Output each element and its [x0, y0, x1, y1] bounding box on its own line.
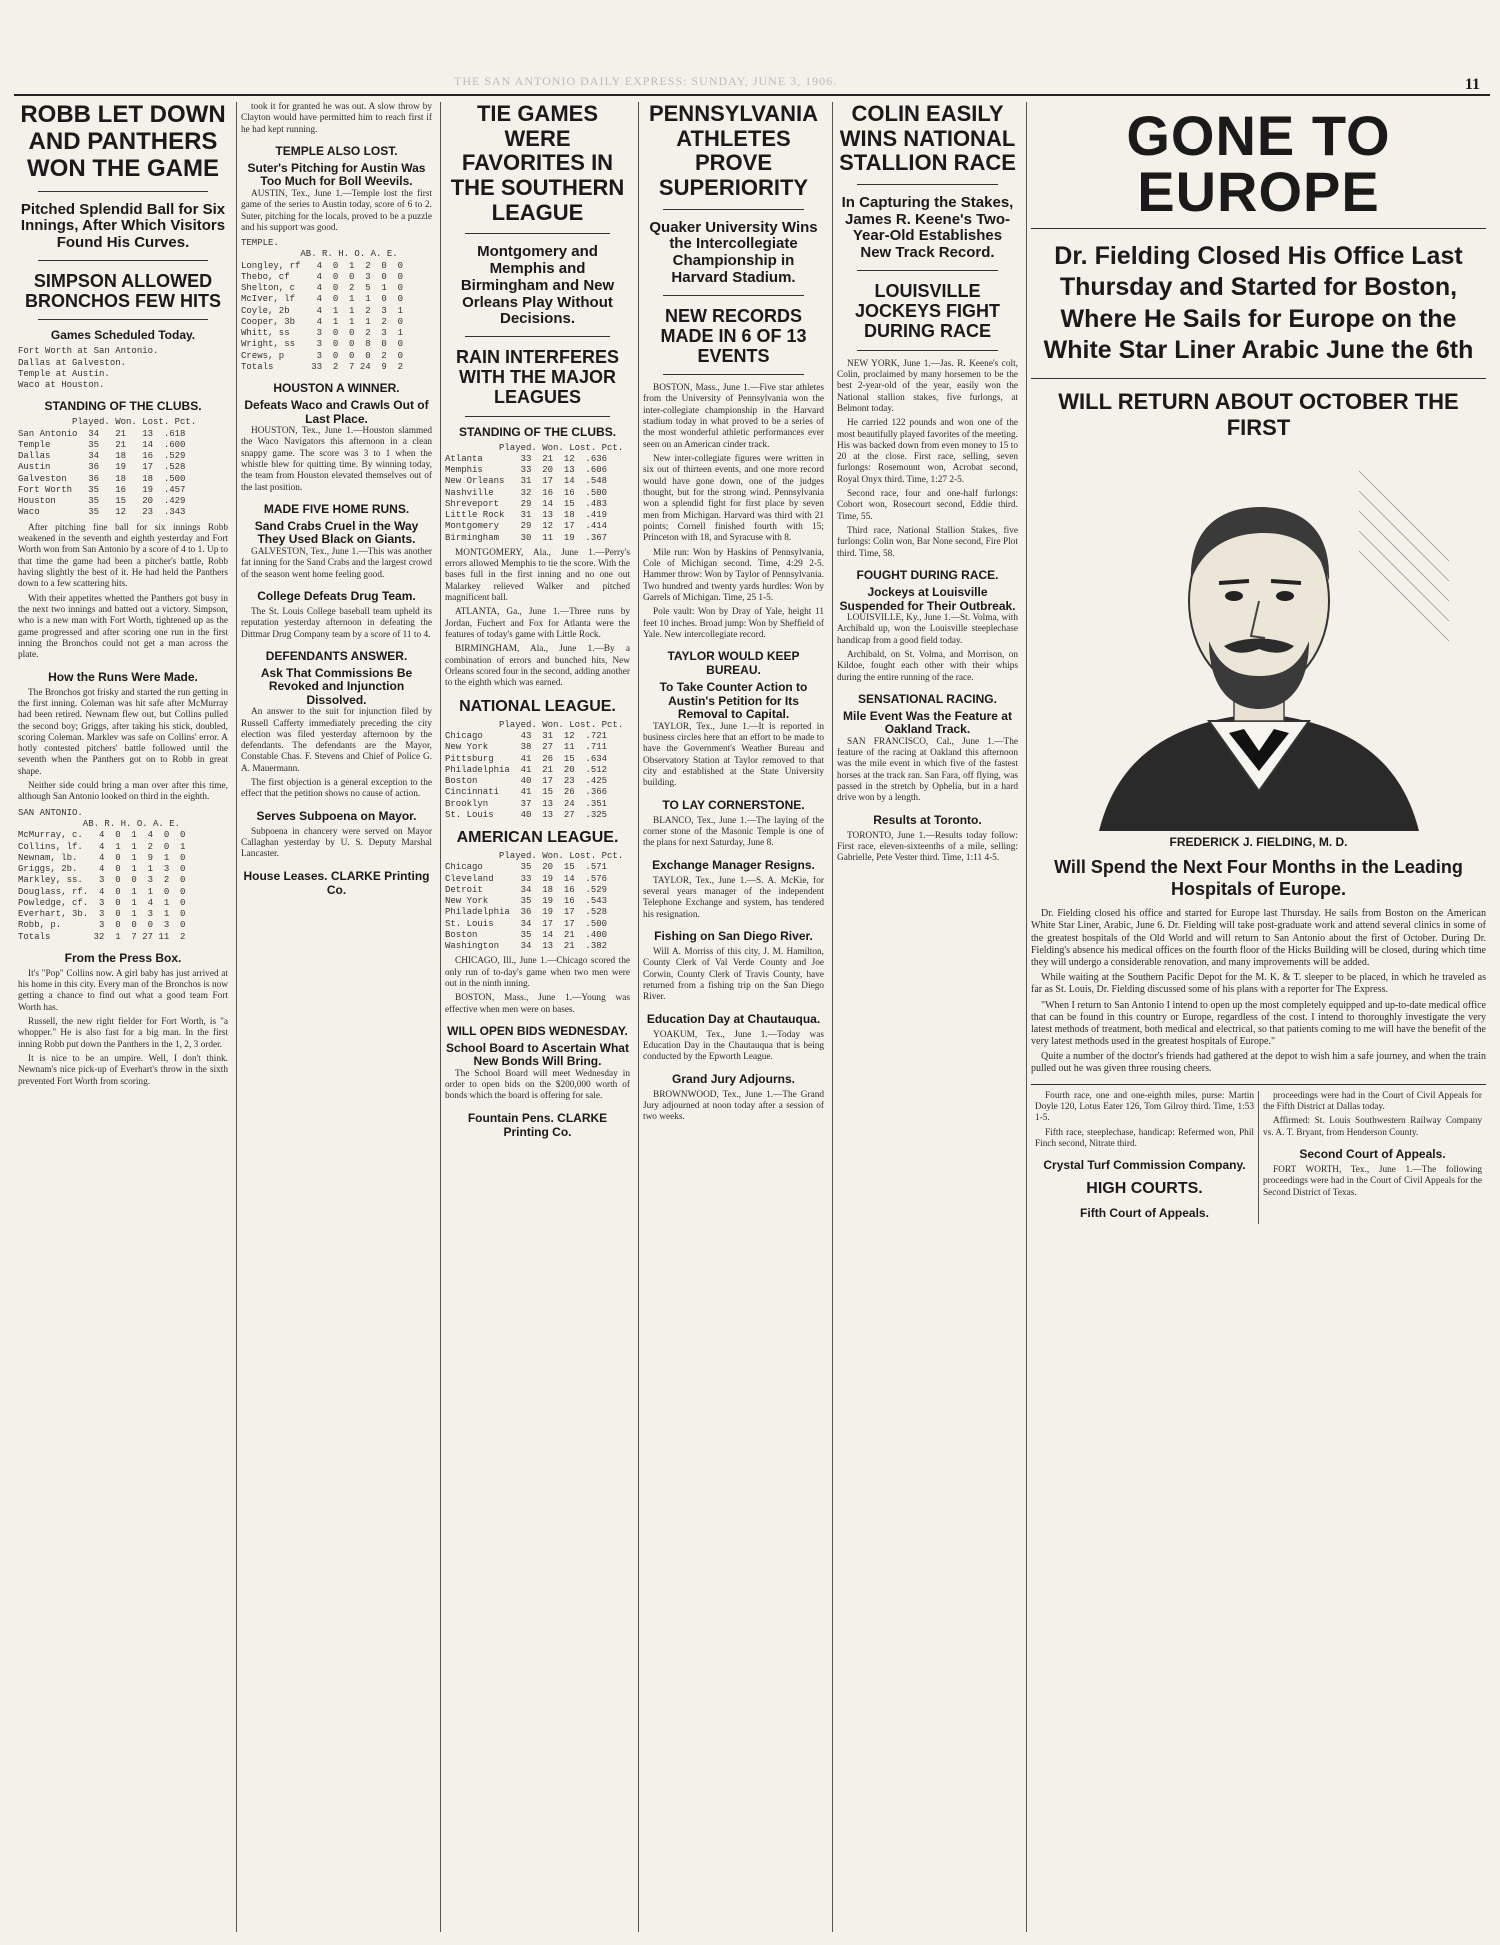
standings-table: Played. Won. Lost. Pct. San Antonio 34 21 13 .618 Temple 35 21 14 .600 Dallas 34 18 16 .529 Austin 36 19 17 .528 Galveston 36 18 18 .500 Fort Worth 35 16 19 .457 Houston 35 15 20 .429 Waco 35 12 23 .343	[18, 417, 197, 518]
faint-page-header: THE SAN ANTONIO DAILY EXPRESS: SUNDAY, JUNE 3, 1906.	[454, 74, 838, 88]
paragraph: With their appetites whetted the Panthers got busy in the next two innings and batted out a victory. Simpson, who is a new man with Fort Worth, tightened up as the game progressed and after scoring one run in the first inning the Bronchos could not get a man across the plate.	[18, 593, 228, 661]
element	[1031, 1091, 1258, 1225]
deck-houston: Defeats Waco and Crawls Out of Last Place.	[244, 398, 429, 426]
paragraph: YOAKUM, Tex., June 1.—Today was Education Day in the Chautauqua that is being conducted by the Epworth League.	[643, 1029, 824, 1063]
box: Played. Won. Lost. Pct. Chicago 35 20 15 .571 Cleveland 33 19 14 .576 Detroit 34 18 16 .529 New York 35 19 16 .543 Philadelphia 36 19 17 .528 St. Louis 34 17 17 .500 Boston 35 14 21 .400 Washington 34 13 21 .382	[445, 851, 624, 952]
subhead-high-courts: HIGH COURTS.	[1086, 1180, 1203, 1198]
headline-tie-games: TIE GAMES WERE FAVORITES IN THE SOUTHERN LEAGUE	[450, 102, 625, 225]
subhead-fishing: Fishing on San Diego River.	[654, 928, 813, 943]
split	[1031, 1084, 1486, 1225]
deck-home-runs: Sand Crabs Cruel in the Way They Used Black on Giants.	[254, 519, 419, 547]
newspaper-page	[14, 12, 1490, 1937]
column-texas-league-2	[236, 102, 436, 1932]
subhead-toronto: Results at Toronto.	[873, 812, 982, 827]
paragraph: FORT WORTH, Tex., June 1.—The following proceedings were had in the Court of Civil Appeals for the Second District of Texas.	[1263, 1164, 1482, 1198]
deck-robb: Pitched Splendid Ball for Six Innings, After Which Visitors Found His Curves.	[20, 200, 226, 252]
article-body	[241, 827, 432, 861]
paragraph: The first objection is a general exception to the effect that the petition shows no cause of action.	[241, 778, 432, 800]
paragraph: took it for granted he was out. A slow throw by Clayton would have permitted him to reach first if he had kept running.	[241, 102, 432, 135]
subhead-jury: Grand Jury Adjourns.	[672, 1071, 795, 1086]
paragraph: Neither side could bring a man over after this time, although San Antonio looked on third in the eighth.	[18, 781, 228, 803]
article-body	[643, 876, 824, 921]
deck-pennsylvania: Quaker University Wins the Intercollegiate Championship in Harvard Stadium.	[649, 218, 818, 286]
paragraph: The St. Louis College baseball team upheld its reputation yesterday afternoon in defeating the Dittmar Drug Company team by a score of 11 to 4.	[241, 606, 432, 640]
headline-pennsylvania: PENNSYLVANIA ATHLETES PROVE SUPERIORITY	[648, 102, 819, 200]
paragraph: Pole vault: Won by Dray of Yale, height 11 feet 10 inches. Broad jump: Won by Sheffield of Yale. New intercollegiate record.	[643, 607, 824, 641]
paragraph: Subpoena in chancery were served on Mayor Callaghan yesterday by U. S. Deputy Marshal Lancaster.	[241, 826, 432, 860]
deck-temple: Suter's Pitching for Austin Was Too Much for Boll Weevils.	[247, 160, 426, 189]
paragraph: GALVESTON, Tex., June 1.—This was another fat inning for the Sand Crabs and the largest crowd of the season went home feeling good.	[241, 546, 432, 580]
subhead-home-runs: MADE FIVE HOME RUNS.	[263, 502, 410, 517]
paragraph: The School Board will meet Wednesday in order to open bids on the $200,000 worth of bonds which the board is offering for sale.	[445, 1068, 630, 1102]
divider	[465, 336, 610, 337]
article-body	[1031, 908, 1486, 1075]
headline-colin: COLIN EASILY WINS NATIONAL STALLION RACE	[839, 102, 1016, 176]
article-body	[837, 737, 1018, 805]
deck-bids: School Board to Ascertain What New Bonds Will Bring.	[446, 1040, 629, 1069]
article-body	[241, 426, 432, 494]
footer-ad: House Leases. CLARKE Printing Co.	[243, 868, 430, 897]
paragraph: While waiting at the Southern Pacific Depot for the M. K. & T. sleeper to be placed, in which he traveled as far as St. Louis, Dr. Fielding discussed some of his plans with a reporter for The Express.	[1031, 972, 1486, 996]
subhead-crystal-turf: Crystal Turf Commission Company.	[1043, 1158, 1246, 1173]
paragraph: The Bronchos got frisky and started the run getting in the first inning. Coleman was hit safe after McMurray had been retired. Newnam flew out, but Collins pulled the second boy; Griggs, after taking his stick, doubled, scoring Coleman. Marklev was safe on Collins' error. A hotly contested pitchers' battle followed until the seventh when the Panthers got on to Robb in great shape.	[18, 687, 228, 777]
paragraph: CHICAGO, Ill., June 1.—Chicago scored the only run of to-day's game when two men were out in the ninth inning.	[445, 956, 630, 989]
divider	[857, 350, 998, 351]
divider	[663, 374, 804, 375]
article-body	[643, 722, 824, 790]
headline-robb: ROBB LET DOWN AND PANTHERS WON THE GAME	[20, 102, 226, 182]
article-body	[837, 359, 1018, 561]
subhead-subpoena: Serves Subpoena on Mayor.	[256, 808, 417, 823]
paragraph: Fifth race, steeplechase, handicap: Refermed won, Phil Finch second, Nitrate third.	[1035, 1127, 1254, 1149]
article-body	[643, 383, 824, 641]
page-number: 11	[1464, 76, 1480, 93]
divider	[857, 184, 998, 185]
paragraph: Second race, four and one-half furlongs: Cobort won, Rosecourt second, Eddie third. Time, 55.	[837, 489, 1018, 522]
article-body	[837, 831, 1018, 865]
paragraph: NEW YORK, June 1.—Jas. R. Keene's colt, Colin, proclaimed by many horsemen to be the best 2-year-old of the year, easily won the National stallion stakes, five furlongs, at Belmont today.	[837, 358, 1018, 414]
deck-defendants: Ask That Commissions Be Revoked and Injunction Dissolved.	[260, 665, 413, 707]
divider	[465, 416, 610, 417]
divider	[38, 319, 208, 320]
divider	[1031, 378, 1486, 379]
paragraph: An answer to the suit for injunction filed by Russell Cafferty immediately preceding the city election was filed yesterday afternoon by the defendants. The defendants are the Mayor, Constable Chas. F. Stevens and Chief of Police G. A. Mauermann.	[241, 707, 432, 774]
deck-tie-games: Montgomery and Memphis and Birmingham and New Orleans Play Without Decisions.	[460, 243, 615, 328]
paragraph: BLANCO, Tex., June 1.—The laying of the corner stone of the Masonic Temple is one of the plans for next Saturday, June 8.	[643, 815, 824, 849]
subhead-national: NATIONAL LEAGUE.	[459, 697, 616, 715]
paragraph: AUSTIN, Tex., June 1.—Temple lost the first game of the series to Austin today, score of 6 to 2. Suter, pitching for the locals, proved to be a puzzle and his support was good.	[241, 188, 432, 233]
article-body	[18, 523, 228, 662]
paragraph: LOUISVILLE, Ky., June 1.—St. Volma, with Archibald up, won the Louisville steeplechase handicap from a good field today.	[837, 612, 1018, 646]
standings-table: Played. Won. Lost. Pct. Atlanta 33 21 12 .636 Memphis 33 20 13 .606 New Orleans 31 17 14 .548 Nashville 32 16 16 .500 Shreveport 29 14 15 .483 Little Rock 31 13 18 .419 Montgomery 29 12 17 .414 Birmingham 30 11 19 .367	[445, 442, 624, 543]
article-body	[445, 548, 630, 690]
subhead-defendants: DEFENDANTS ANSWER.	[265, 648, 408, 663]
paragraph: ATLANTA, Ga., June 1.—Three runs by Jordan, Fuchert and Fox for Atlanta were the features of today's game with Little Rock.	[445, 607, 630, 641]
column-southern-league	[440, 102, 634, 1932]
deck-fought: Jockeys at Louisville Suspended for Their Outbreak.	[839, 585, 1016, 613]
article-body	[643, 1090, 824, 1124]
subhead-runs: How the Runs Were Made.	[48, 669, 198, 684]
deck-hospitals: Will Spend the Next Four Months in the Leading Hospitals of Europe.	[1054, 857, 1463, 899]
paragraph: Fourth race, one and one-eighth miles, purse: Martin Doyle 120, Lotus Eater 126, Tom Gilroy third. Time, 1:53 1-5.	[1035, 1090, 1254, 1124]
box-score: TEMPLE. AB. R. H. O. A. E. Longley, rf 4 0 1 2 0 0 Thebo, cf 4 0 0 3 0 0 Shelton, c 4 0 2 5 1 0 McIver, lf 4 0 1 1 0 0 Coyle, 2b 4 1 1 2 3 1 Cooper, 3b 4 1 1 1 2 0 Whitt, ss 3 0 0 2 3 1 Wright, ss 3 0 0 8 0 0 Crews, p 3 0 0 0 2 0 Totals 33 2 7 24 9 2	[241, 238, 404, 372]
subhead-temple: TEMPLE ALSO LOST.	[275, 143, 398, 158]
paragraph: BROWNWOOD, Tex., June 1.—The Grand Jury adjourned at noon today after a session of two weeks.	[643, 1089, 824, 1123]
paragraph: It's "Pop" Collins now. A girl baby has just arrived at his home in this city. Every man of the Bronchos is now getting a chance to find out what a good team Fort Worth has.	[18, 968, 228, 1013]
paragraph: Will A. Morriss of this city, J. M. Hamilton, County Clerk of Val Verde County and Joe Corwin, County Clerk of Travis County, have returned from a fishing trip on the San Diego River.	[643, 946, 824, 1003]
subhead-standing: STANDING OF THE CLUBS.	[44, 399, 202, 414]
deck-colin: In Capturing the Stakes, James R. Keene's Two-Year-Old Establishes New Track Record.	[841, 193, 1014, 262]
article-body	[445, 956, 630, 1016]
paragraph: TORONTO, June 1.—Results today follow: First race, eleven-sixteenths of a mile, selling: Gabrielle, Pete Vester third. Time, 1:11 4-5.	[837, 830, 1018, 864]
paragraph: Quite a number of the doctor's friends had gathered at the depot to wish him a safe journey, and when the train pulled out he was given three rousing cheers.	[1031, 1051, 1486, 1075]
subhead-american: AMERICAN LEAGUE.	[456, 829, 619, 847]
divider	[857, 270, 998, 271]
article-body	[18, 969, 228, 1088]
article-continuation	[241, 102, 432, 136]
deck-fielding: Dr. Fielding Closed His Office Last Thursday and Started for Boston, Where He Sails for Europe on the White Star Liner Arabic June the 6th	[1043, 242, 1474, 364]
article-body	[241, 607, 432, 641]
subhead-fought: FOUGHT DURING RACE.	[856, 568, 999, 583]
box: Played. Won. Lost. Pct. Chicago 43 31 12 .721 New York 38 27 11 .711 Pittsburg 41 26 15 .634 Philadelphia 41 21 20 .512 Boston 40 17 23 .425 Cincinnati 41 15 26 .366 Brooklyn 37 13 24 .351 St. Louis 40 13 27 .325	[445, 719, 624, 820]
column-gone-to-europe	[1026, 102, 1490, 1932]
paragraph: Russell, the new right fielder for Fort Worth, is "a whopper." He is also fast for a big man. In the first inning Robb put down the Panthers in the 1, 2, 3 order.	[18, 1017, 228, 1050]
paragraph: SAN FRANCISCO, Cal., June 1.—The feature of the racing at Oakland this afternoon was the mile event in which five of the fastest horses at the track ran. San Fara, off flying, was passed in the stretch by Ophelia, but in a hard drive won by a length.	[837, 736, 1018, 804]
subhead-standing: STANDING OF THE CLUBS.	[458, 424, 617, 439]
subhead-cornerstone: TO LAY CORNERSTONE.	[662, 797, 805, 812]
divider	[663, 209, 804, 210]
court-proceedings	[1263, 1165, 1482, 1199]
paragraph: proceedings were had in the Court of Civil Appeals for the Fifth District at Dallas today.	[1263, 1090, 1482, 1112]
subhead-college: College Defeats Drug Team.	[257, 588, 416, 603]
masthead-rule	[14, 94, 1490, 96]
race-results	[1035, 1091, 1254, 1151]
article-body	[837, 613, 1018, 684]
portrait-illustration	[1059, 451, 1459, 831]
divider	[465, 233, 610, 234]
paragraph: HOUSTON, Tex., June 1.—Houston slammed the Waco Navigators this afternoon in a clean snappy game. The score was 3 to 1 when the whistle blew for quitting time. By winning today, the team from Houston elevated themselves out of the last position.	[241, 426, 432, 493]
subhead-education: Education Day at Chautauqua.	[646, 1011, 821, 1026]
subhead-second-court: Second Court of Appeals.	[1299, 1146, 1446, 1161]
headline-rain: RAIN INTERFERES WITH THE MAJOR LEAGUES	[455, 347, 619, 408]
paragraph: After pitching fine ball for six innings Robb weakened in the seventh and eighth yesterday and Fort Worth won from San Antonio by a score of 4 to 1. Up to that time the game had been a pitcher's battle, Robb having slightly the best of it. He had held the Panthers down to a few scattering hits.	[18, 522, 228, 590]
headline-records: NEW RECORDS MADE IN 6 OF 13 EVENTS	[660, 305, 807, 366]
paragraph: BOSTON, Mass., June 1.—Young was effective when men were on bases.	[445, 993, 630, 1015]
paragraph: Third race, National Stallion Stakes, five furlongs: Colin won, Bar None second, Fire Plot third. Time, 58.	[837, 526, 1018, 559]
column-baseball-texas	[14, 102, 232, 1932]
subhead-fifth-court: Fifth Court of Appeals.	[1080, 1206, 1209, 1221]
paragraph: New inter-collegiate figures were written in six out of thirteen events, and one more record would have gone down, one of the judges thought, but for the strong wind. Pennsylvania won a splendid fight for first place by seven men from Michigan. Harvard was third with 21 points; Cornell finished fourth with 15; Princeton with 18, and Syracuse with 8.	[643, 454, 824, 544]
article-body	[241, 547, 432, 581]
deck-return: WILL RETURN ABOUT OCTOBER THE FIRST	[1058, 389, 1459, 440]
article-body	[445, 1069, 630, 1103]
column-racing	[832, 102, 1022, 1932]
subhead-press-box: From the Press Box.	[64, 950, 182, 965]
article-body	[241, 189, 432, 234]
paragraph: TAYLOR, Tex., June 1.—It is reported in business circles here that an effort to be made to have the Government's Weather Bureau and Observatory Station at Taylor removed to that city and established at the State University building.	[643, 721, 824, 789]
subhead-taylor: TAYLOR WOULD KEEP BUREAU.	[667, 649, 800, 678]
footer-ad: Fountain Pens. CLARKE Printing Co.	[467, 1110, 608, 1139]
box-score: SAN ANTONIO. AB. R. H. O. A. E. McMurray, c. 4 0 1 4 0 0 Collins, lf. 4 1 1 2 0 1 Newnam, lb. 4 0 1 9 1 0 Griggs, 2b. 4 0 1 1 3 0 Markley, ss. 3 0 0 3 2 0 Douglass, rf. 4 0 1 1 0 0 Powledge, cf. 3 0 1 4 1 0 Everhart, 3b. 3 0 1 3 1 0 Robb, p. 3 0 0 0 3 0 Totals 32 1 7 27 11 2	[18, 807, 186, 942]
headline-gone-to-europe: GONE TO EUROPE	[1126, 104, 1391, 223]
article-body	[18, 688, 228, 804]
column-athletics	[638, 102, 828, 1932]
paragraph: MONTGOMERY, Ala., June 1.—Perry's errors allowed Memphis to tie the score. With the bases full in the first inning and no one out Malarkey relieved Walker and pitched magnificent ball.	[445, 547, 630, 604]
subhead-bids: WILL OPEN BIDS WEDNESDAY.	[447, 1023, 628, 1038]
deck-taylor: To Take Counter Action to Austin's Petition for Its Removal to Capital.	[659, 680, 808, 722]
paragraph: TAYLOR, Tex., June 1.—S. A. McKie, for several years manager of the independent Telephone Exchange and system, has tendered his resignation.	[643, 875, 824, 920]
article-body	[643, 947, 824, 1004]
court-proceedings	[1263, 1091, 1482, 1139]
paragraph: Archibald, on St. Volma, and Morrison, on Kildoe, fought each other with their whips during the entire running of the race.	[837, 649, 1018, 683]
subhead-games-scheduled: Games Scheduled Today.	[50, 328, 196, 343]
headline-simpson: SIMPSON ALLOWED BRONCHOS FEW HITS	[25, 271, 221, 312]
divider	[38, 260, 208, 261]
paragraph: He carried 122 pounds and won one of the most beautifully played favorites of the meeting. His was backed down from even money to 15 to 20 at the close. First race, selling, seven furlongs: Rosemount won, Acrobat second, Royal Onyx third. Time, 1:27 2-5.	[837, 418, 1018, 485]
deck-sensational: Mile Event Was the Feature at Oakland Track.	[843, 708, 1012, 737]
paragraph: Mile run: Won by Haskins of Pennsylvania, Cole of Michigan second. Time, 4:29 2-5. Hammer throw: Won by Taylor of Pennsylvania. Two hundred and twenty yards hurdles: Won by Garrels of Michigan. Time, 25 1-5.	[643, 547, 824, 604]
divider	[1031, 228, 1486, 229]
paragraph: "When I return to San Antonio I intend to open up the most completely equipped and up-to-date medical office that can be found in this country or Europe, regardless of the cost. I intend to thoroughly investigate the very latest methods of treatment, both medical and electrical, so that patients coming to me will have the benefit of the very latest methods used in the greatest hospitals of Europe."	[1031, 999, 1486, 1048]
headline-louisville: LOUISVILLE JOCKEYS FIGHT DURING RACE	[854, 281, 1001, 342]
paragraph: Dr. Fielding closed his office and started for Europe last Thursday. He sails from Boston on the American White Star Liner, Arabic, June 6. Dr. Fielding will take post-graduate work and attend several clinics in some of the greatest hospitals of the Old World and will return to San Antonio about the first of October. During Dr. Fielding's absence his medical offices on the fourth floor of the Hicks Building will be closed, during which time they will undergo a considerable renovation, and many improvements will be added.	[1031, 908, 1486, 968]
portrait-caption: FREDERICK J. FIELDING, M. D.	[1169, 835, 1348, 849]
subhead-sensational: SENSATIONAL RACING.	[858, 691, 997, 706]
divider	[38, 191, 208, 192]
subhead-exchange: Exchange Manager Resigns.	[652, 857, 815, 872]
divider	[663, 295, 804, 296]
paragraph: It is nice to be an umpire. Well, I don't think. Newnam's nice pick-up of Everhart's throw in the sixth prevented Fort Worth from scoring.	[18, 1054, 228, 1087]
games-list: Fort Worth at San Antonio. Dallas at Galveston. Temple at Austin. Waco at Houston.	[18, 346, 159, 391]
paragraph: BIRMINGHAM, Ala., June 1.—By a combination of errors and bunched hits, New Orleans scored four in the second, adding another to the eighth which was earned.	[445, 644, 630, 689]
element	[1258, 1091, 1486, 1225]
paragraph: Affirmed: St. Louis Southwestern Railway Company vs. A. T. Bryant, from Henderson County.	[1263, 1116, 1482, 1138]
paragraph: BOSTON, Mass., June 1.—Five star athletes from the University of Pennsylvania won the inter-collegiate championship in the Harvard stadium today in what proved to be a series of the most wonderful athletic performances ever seen on an American cinder track.	[643, 383, 824, 450]
article-body	[241, 707, 432, 801]
subhead-houston: HOUSTON A WINNER.	[273, 381, 400, 396]
article-body	[643, 816, 824, 850]
article-body	[643, 1030, 824, 1064]
